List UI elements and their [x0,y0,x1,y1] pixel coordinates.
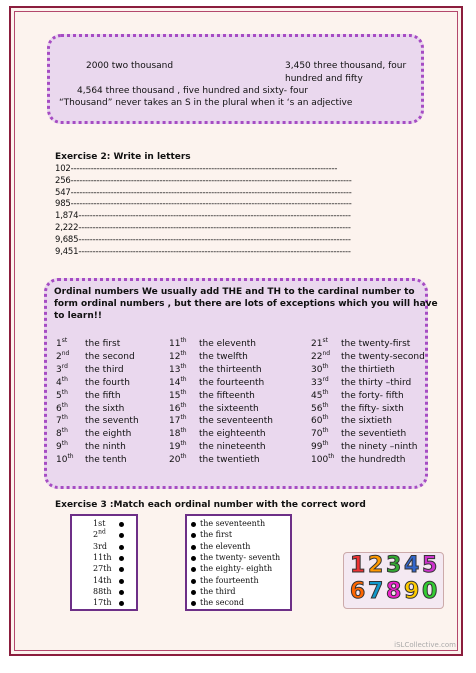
write-line: 985-------------------------------------------------------------------------------------------------- [55,199,352,210]
match-number-text: 88th [93,586,112,596]
ordinal-suffix: th [61,388,68,396]
ordinal-number [169,401,187,415]
exercise2-title: Exercise 2: Write in letters [55,152,191,162]
ordinal-suffix: th [180,388,187,396]
write-line: 9,451----------------------------------------------------------------------------------------------- [55,246,351,257]
ordinal-suffix: rd [322,375,329,383]
match-number-text: 17th [93,598,112,608]
ordinal-suffix: th [322,388,329,396]
ordinal-number [169,455,187,466]
ordinal-suffix: th [61,375,68,383]
match-word: the eleventh [200,541,251,551]
exercise3-title: Exercise 3 :Match each ordinal number with the correct word [55,500,366,510]
ordinal-number [311,429,329,440]
match-dot[interactable] [119,579,124,584]
ordinal-digits: 16 [169,403,181,414]
ordinal-digits: 45 [311,390,323,401]
match-number [93,553,112,562]
digit-glyph: 7 [368,579,384,604]
ordinal-digits: 30 [311,364,323,375]
ordinal-word: the fourteenth [199,377,265,388]
ordinal-digits: 9 [56,442,62,453]
intro-line1b: 3,450 three thousand, four [285,61,407,71]
ordinal-digits: 99 [311,442,323,453]
ordinal-word: the thirteenth [199,364,262,375]
ordinal-suffix: rd [61,362,68,370]
match-number-text: 3rd [93,541,108,551]
ordinal-word: the sixtieth [341,416,392,427]
ordinal-digits: 33 [311,377,323,388]
ordinal-number [169,416,187,427]
write-line: 9,685----------------------------------------------------------------------------------------------- [55,234,351,245]
ordinal-word: the hundredth [341,455,406,466]
match-number [93,576,112,585]
ordinal-word: the eighth [85,429,132,440]
ordinal-suffix: th [180,414,187,422]
ordinal-digits: 5 [56,390,62,401]
ordinal-word: the thirtieth [341,364,395,375]
ordinal-suffix: th [180,375,187,383]
ordinal-digits: 11 [169,339,181,349]
ordinal-number [56,442,68,453]
intro-line1a: 2000 two thousand [86,61,174,71]
ordinal-number [56,388,68,402]
match-number-text: 1st [93,519,106,528]
ordinal-number [311,375,329,389]
ordinal-digits: 15 [169,390,181,401]
ordinal-digits: 13 [169,364,181,375]
ordinal-suffix: th [322,401,329,409]
intro-line3: “Thousand” never takes an S in the plural when it ‘s an adjective [59,98,353,108]
ordinal-digits: 4 [56,377,62,388]
ordinal-word: the sixteenth [199,403,259,414]
digit-glyph: 0 [422,579,438,604]
match-dot[interactable] [191,556,196,561]
ordinal-number [311,401,329,415]
ordinal-suffix: th [180,337,187,344]
digit-glyph: 5 [422,553,438,578]
ordinal-digits: 2 [56,351,62,362]
ordinal-word: the twentieth [199,455,260,466]
match-dot[interactable] [191,545,196,550]
ordinal-suffix: th [322,362,329,370]
ordinal-word: the seventieth [341,429,407,440]
ordinal-digits: 8 [56,429,62,440]
ordinal-suffix: th [322,414,329,422]
match-number [93,542,107,551]
match-word: the third [200,586,236,596]
ordinal-number [311,455,334,466]
ordinal-suffix: st [61,337,68,344]
ordinal-digits: 100 [311,455,329,466]
ordinal-word: the twenty-first [341,339,411,349]
ordinal-number [169,442,187,453]
ordinal-number [169,362,187,376]
write-line: 2,222----------------------------------------------------------------------------------------------- [55,223,351,233]
ordinal-word: the eleventh [199,339,257,349]
ordinal-intro-2: form ordinal numbers , but there are lots of exceptions which you will have [54,299,438,309]
match-word: the twenty- seventh [200,552,281,562]
ordinal-digits: 3 [56,364,62,375]
match-number-text: 14th [93,575,112,585]
match-number-suffix: nd [98,528,106,536]
match-dot[interactable] [119,556,124,561]
intro-box [47,34,424,124]
ordinal-word: the fifteenth [199,390,255,401]
match-dot[interactable] [191,590,196,595]
ordinal-digits: 18 [169,429,181,440]
ordinal-suffix: th [328,453,335,461]
ordinal-number [56,429,68,440]
ordinal-word: the third [85,364,124,375]
match-word: the eighty- eighth [200,564,273,574]
ordinal-suffix: th [322,427,329,435]
ordinal-word: the twelfth [199,351,248,362]
digit-glyph: 1 [350,553,366,578]
ordinal-number [56,455,74,466]
ordinal-suffix: th [61,414,68,422]
ordinal-word: the fifty- sixth [341,403,404,414]
match-number-text: 2 [93,530,99,540]
ordinal-digits: 56 [311,403,323,414]
write-line: 256-------------------------------------------------------------------------------------------------- [55,175,352,186]
ordinal-suffix: th [180,401,187,409]
ordinal-intro-3: to learn!! [54,311,102,321]
ordinal-digits: 70 [311,429,323,440]
match-word: the second [200,598,245,608]
ordinal-suffix: th [61,440,68,448]
match-dot[interactable] [119,545,124,550]
ordinal-number [56,349,70,363]
ordinal-number [311,416,329,427]
match-number-text: 11th [93,552,112,562]
ordinal-digits: 6 [56,403,62,414]
ordinal-suffix: th [61,401,68,409]
ordinal-digits: 1 [56,339,62,349]
ordinal-number [56,339,67,350]
match-number [93,587,112,596]
ordinal-suffix: st [322,337,328,344]
ordinal-word: the seventeenth [199,416,273,427]
digit-glyph: 4 [404,553,420,578]
ordinal-digits: 21 [311,339,323,349]
watermark: iSLCollective.com [394,641,456,649]
ordinal-word: the sixth [85,403,125,414]
ordinal-suffix: th [67,453,74,461]
ordinal-suffix: th [180,453,187,461]
ordinal-digits: 60 [311,416,323,427]
ordinal-number [311,362,329,376]
write-line: 102--------------------------------------------------------------------------------------------- [55,164,338,174]
ordinal-number [311,442,329,453]
ordinal-number [311,339,328,350]
ordinal-number [169,339,187,350]
digit-glyph: 8 [386,579,402,604]
ordinal-suffix: th [180,440,187,448]
intro-line1c: hundred and fifty [285,74,363,84]
ordinal-word: the seventh [85,416,139,427]
ordinal-number [56,362,68,376]
ordinal-word: the fourth [85,377,130,388]
ordinal-word: the ninety –ninth [341,442,418,453]
ordinal-digits: 19 [169,442,181,453]
ordinal-number [169,375,187,389]
ordinal-number [56,416,68,427]
ordinal-suffix: th [61,427,68,435]
match-word: the fourteenth [200,575,259,585]
match-word: the first [200,530,233,540]
digit-glyph: 2 [368,553,384,578]
ordinal-word: the nineteenth [199,442,266,453]
write-line: 1,874----------------------------------------------------------------------------------------------- [55,211,351,222]
ordinal-word: the twenty-second [341,351,425,362]
intro-line2: 4,564 three thousand , five hundred and sixty- four [77,86,308,96]
match-right-box [185,514,292,611]
match-dot[interactable] [191,522,196,527]
ordinal-word: the fifth [85,390,121,401]
match-word: the seventeenth [200,519,266,528]
ordinal-suffix: th [180,427,187,435]
ordinal-suffix: th [322,440,329,448]
ordinal-word: the eighteenth [199,429,266,440]
match-number [93,564,112,573]
match-number [93,530,106,539]
ordinal-word: the second [85,351,135,362]
ordinal-intro-1: Ordinal numbers We usually add THE and TH to the cardinal number to [54,287,415,297]
match-dot[interactable] [119,522,124,527]
ordinal-digits: 20 [169,455,181,466]
match-number [93,598,112,607]
ordinal-word: the forty- fifth [341,390,404,401]
ordinal-suffix: nd [61,349,70,357]
ordinal-number [56,401,68,415]
ordinal-word: the tenth [85,455,127,466]
ordinal-digits: 17 [169,416,181,427]
ordinal-suffix: th [180,362,187,370]
ordinal-number [169,349,187,363]
ordinal-number [311,388,329,402]
ordinal-number [56,375,68,389]
ordinal-digits: 7 [56,416,62,427]
ordinal-digits: 14 [169,377,181,388]
ordinal-suffix: th [180,349,187,357]
digit-glyph: 3 [386,553,402,578]
match-dot[interactable] [119,590,124,595]
ordinal-number [311,349,331,363]
ordinal-word: the first [85,339,121,349]
ordinal-word: the thirty –third [341,377,412,388]
match-dot[interactable] [191,579,196,584]
digit-glyph: 9 [404,579,420,604]
ordinal-number [169,388,187,402]
ordinal-digits: 22 [311,351,323,362]
ordinal-digits: 12 [169,351,181,362]
ordinal-suffix: nd [322,349,331,357]
write-line: 547-------------------------------------------------------------------------------------------------- [55,187,352,198]
match-number-text: 27th [93,564,112,574]
ordinal-digits: 10 [56,455,68,466]
ordinal-word: the ninth [85,442,126,453]
ordinal-number [169,429,187,440]
digit-glyph: 6 [350,579,366,604]
match-number [93,519,105,528]
